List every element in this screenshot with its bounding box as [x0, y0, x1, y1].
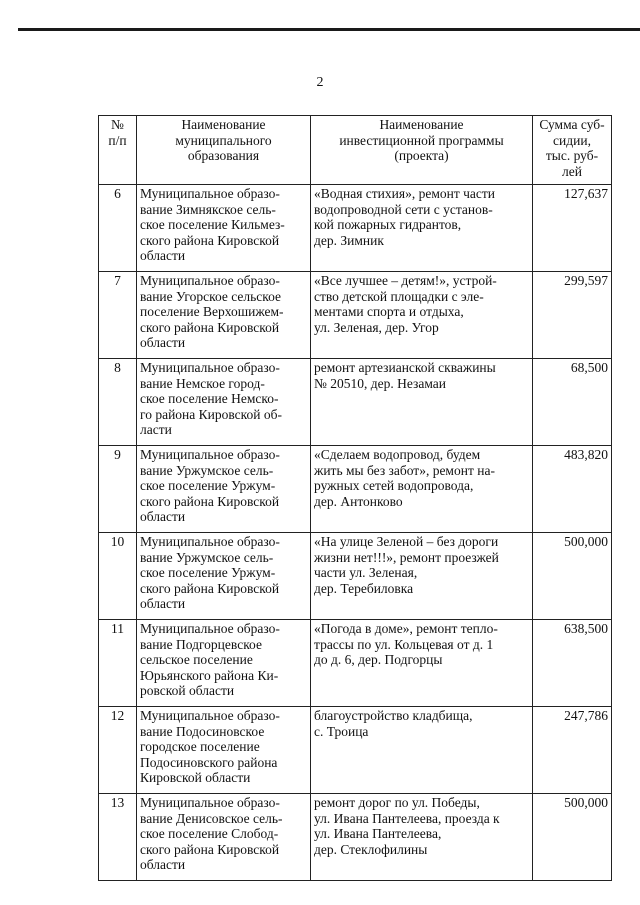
municipality-cell: Муниципальное образо- вание Уржумское сель- ское поселение Уржум- ского района Кировской области — [137, 446, 311, 533]
program-cell: «Погода в доме», ремонт тепло- трассы по ул. Кольцевая от д. 1 до д. 6, дер. Подгорцы — [311, 620, 533, 707]
amount-cell: 68,500 — [533, 359, 612, 446]
municipality-cell: Муниципальное образо- вание Зимнякское сель- ское поселение Кильмез- ского района Кировской области — [137, 185, 311, 272]
row-number-cell: 11 — [99, 620, 137, 707]
program-cell: ремонт артезианской скважины № 20510, дер. Незамаи — [311, 359, 533, 446]
table-header-row — [99, 116, 612, 185]
row-number-cell: 7 — [99, 272, 137, 359]
program-cell: благоустройство кладбища, с. Троица — [311, 707, 533, 794]
row-number-cell: 6 — [99, 185, 137, 272]
table-row — [99, 272, 612, 359]
table-row — [99, 533, 612, 620]
table-row — [99, 359, 612, 446]
program-cell: «Сделаем водопровод, будем жить мы без забот», ремонт на- ружных сетей водопровода, дер. Антонково — [311, 446, 533, 533]
table-body — [99, 185, 612, 881]
table-row — [99, 620, 612, 707]
subsidy-table — [98, 115, 612, 881]
page-number: 2 — [316, 75, 324, 90]
table-row — [99, 446, 612, 533]
header-amount: Сумма суб- сидии, тыс. руб- лей — [533, 116, 612, 185]
table-row — [99, 794, 612, 881]
row-number-cell: 12 — [99, 707, 137, 794]
amount-cell: 483,820 — [533, 446, 612, 533]
row-number-cell: 13 — [99, 794, 137, 881]
amount-cell: 299,597 — [533, 272, 612, 359]
program-cell: «Все лучшее – детям!», устрой- ство детской площадки с эле- ментами спорта и отдыха, ул. Зеленая, дер. Угор — [311, 272, 533, 359]
amount-cell: 500,000 — [533, 533, 612, 620]
amount-cell: 247,786 — [533, 707, 612, 794]
program-cell: ремонт дорог по ул. Победы, ул. Ивана Пантелеева, проезда к ул. Ивана Пантелеева, дер. Стеклофилины — [311, 794, 533, 881]
municipality-cell: Муниципальное образо- вание Подгорцевское сельское поселение Юрьянского района Ки- ровской области — [137, 620, 311, 707]
row-number-cell: 9 — [99, 446, 137, 533]
municipality-cell: Муниципальное образо- вание Немское город- ское поселение Немско- го района Кировской об- ласти — [137, 359, 311, 446]
table-row — [99, 185, 612, 272]
row-number-cell: 10 — [99, 533, 137, 620]
table-row — [99, 707, 612, 794]
amount-cell: 638,500 — [533, 620, 612, 707]
municipality-cell: Муниципальное образо- вание Угорское сельское поселение Верхошижем- ского района Кировской области — [137, 272, 311, 359]
municipality-cell: Муниципальное образо- вание Денисовское сель- ское поселение Слобод- ского района Кировской области — [137, 794, 311, 881]
program-cell: «Водная стихия», ремонт части водопроводной сети с установ- кой пожарных гидрантов, дер. Зимник — [311, 185, 533, 272]
row-number-cell: 8 — [99, 359, 137, 446]
header-program: Наименование инвестиционной программы (проекта) — [311, 116, 533, 185]
municipality-cell: Муниципальное образо- вание Подосиновское городское поселение Подосиновского района Кировской области — [137, 707, 311, 794]
header-municipality: Наименование муниципального образования — [137, 116, 311, 185]
top-rule — [18, 28, 640, 31]
header-number: № п/п — [99, 116, 137, 185]
amount-cell: 127,637 — [533, 185, 612, 272]
program-cell: «На улице Зеленой – без дороги жизни нет!!!», ремонт проезжей части ул. Зеленая, дер. Теребиловка — [311, 533, 533, 620]
municipality-cell: Муниципальное образо- вание Уржумское сель- ское поселение Уржум- ского района Кировской области — [137, 533, 311, 620]
amount-cell: 500,000 — [533, 794, 612, 881]
